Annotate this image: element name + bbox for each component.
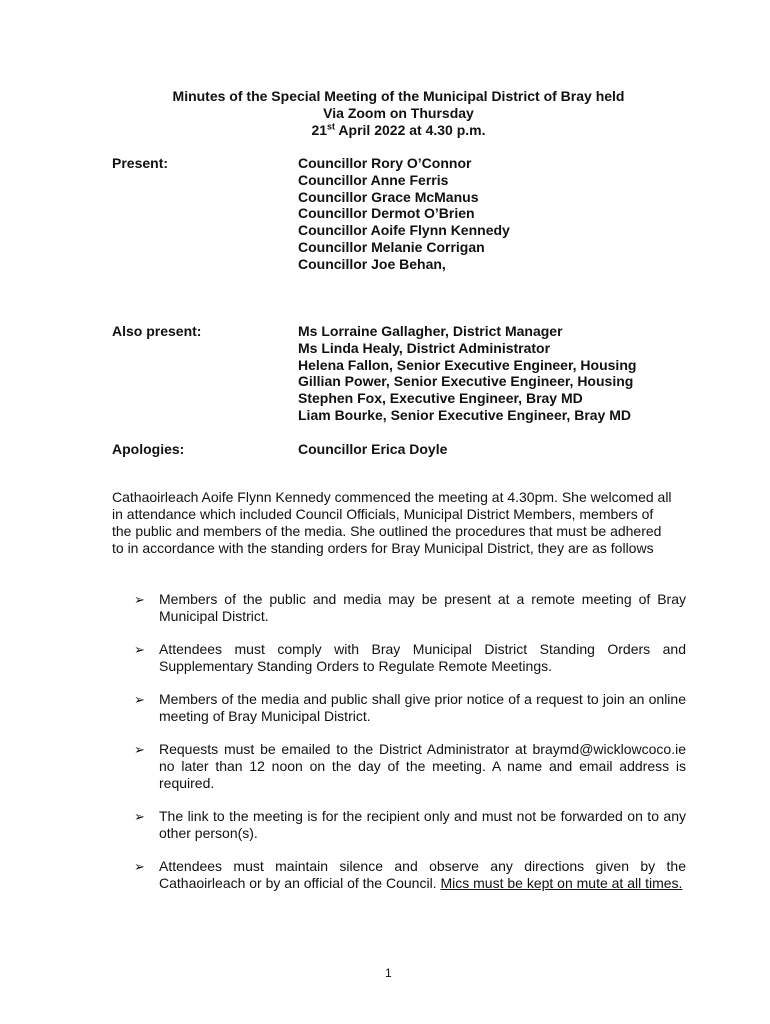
apologies-label: Apologies: [112,441,185,457]
arrow-bullet-icon: ➢ [134,859,145,874]
minutes-title [112,88,685,139]
attendee-name: Councillor Rory O’Connor [298,155,472,171]
present-label: Present: [112,155,169,171]
intro-paragraph: Cathaoirleach Aoife Flynn Kennedy commenced the meeting at 4.30pm. She welcomed all in attendance which included Council Officials, Municipal District Members, members of the public and members of the media. She outlined the procedures that must be adhered to in accordance with the standing orders for Bray Municipal District, they are as follows [112,489,672,556]
attendee-name: Councillor Melanie Corrigan [298,238,485,255]
arrow-bullet-icon: ➢ [134,809,145,824]
official-name: Gillian Power, Senior Executive Engineer, Housing [298,373,634,390]
arrow-bullet-icon: ➢ [134,592,145,607]
apology-name: Councillor Erica Doyle [298,441,448,457]
official-name: Liam Bourke, Senior Executive Engineer, Bray MD [298,406,631,423]
title-line-1: Minutes of the Special Meeting of the Municipal District of Bray held [172,88,625,104]
also-present-label: Also present: [112,323,202,339]
title-line-2: Via Zoom on Thursday [323,105,474,121]
attendee-name: Councillor Dermot O’Brien [298,205,475,222]
title-day-suffix: st [327,121,336,132]
arrow-bullet-icon: ➢ [134,642,145,657]
attendee-name: Councillor Grace McManus [298,188,479,205]
also-present-list [298,323,636,424]
attendee-name: Councillor Joe Behan, [298,255,446,272]
list-item [112,808,686,842]
list-item-text: Requests must be emailed to the District Administrator at braymd@wicklowcoco.ie no later than 12 noon on the day of the meeting. A name and email address is required. [159,741,686,791]
official-name: Ms Lorraine Gallagher, District Manager [298,323,563,339]
list-item [112,591,686,625]
attendee-name: Councillor Anne Ferris [298,171,449,188]
title-day: 21 [311,122,328,138]
list-item [112,858,686,892]
list-item-text: Attendees must maintain silence and observe any directions given by the Cathaoirleach or by an official of the Council. [159,858,686,891]
page-number: 1 [385,966,392,980]
official-name: Ms Linda Healy, District Administrator [298,339,551,356]
list-item [112,691,686,725]
list-item [112,641,686,675]
list-item-text: Members of the public and media may be present at a remote meeting of Bray Municipal District. [159,591,686,624]
apologies-list [298,441,447,458]
list-item-text: The link to the meeting is for the recipient only and must not be forwarded on to any other person(s). [159,808,686,841]
official-name: Helena Fallon, Senior Executive Engineer, Housing [298,356,637,373]
arrow-bullet-icon: ➢ [134,692,145,707]
attendee-name: Councillor Aoife Flynn Kennedy [298,222,510,239]
procedures-list [112,591,686,908]
mute-notice: Mics must be kept on mute at all times. [440,875,683,891]
present-list [298,155,510,273]
official-name: Stephen Fox, Executive Engineer, Bray MD [298,390,583,407]
arrow-bullet-icon: ➢ [134,742,145,757]
title-line-3 [112,122,685,139]
list-item-text: Members of the media and public shall give prior notice of a request to join an online meeting of Bray Municipal District. [159,691,686,724]
list-item [112,741,686,792]
list-item-text: Attendees must comply with Bray Municipal District Standing Orders and Supplementary Standing Orders to Regulate Remote Meetings. [159,641,686,674]
title-date-rest: April 2022 at 4.30 p.m. [335,122,486,138]
